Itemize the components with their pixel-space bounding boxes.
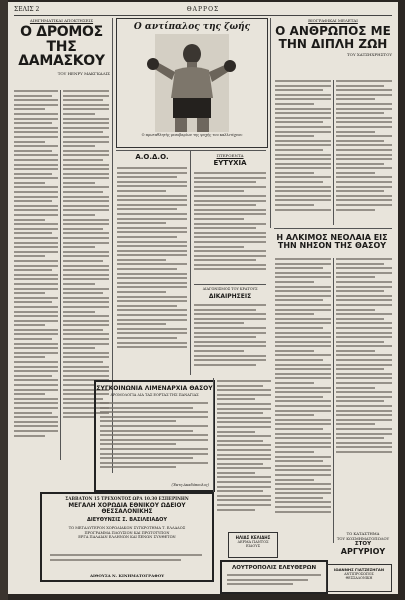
bath-ad-title: ΛΟΥΤΡΟΠΟΛΙΣ ΕΛΕΥΘΕΡΩΝ xyxy=(231,565,317,571)
column-rule xyxy=(190,150,191,375)
notice-column xyxy=(194,304,266,374)
harbor-ad-schedule xyxy=(100,402,208,474)
harbor-ad-subtitle: ΔΡΟΜΟΛΟΓΙΑ ΔΙΑ ΤΑΣ ΕΟΡΤΑΣ ΤΗΣ ΠΑΝΑΓΙΑΣ xyxy=(110,393,199,397)
concert-conductor: ΔΙΕΥΘΥΝΣΙΣ Σ. ΒΑΣΙΛΕΙΑΔΟΥ xyxy=(86,517,168,524)
harbor-ad-title: ΣΥΓΚΟΙΝΩΝΙΑ ΛΙΜΕΝΑΡΧΙΑ ΘΑΣΟΥ xyxy=(96,385,213,392)
middle-right-title: ΕΥΤΥΧΙΑ xyxy=(213,159,247,167)
notice-title: ΔΙΚΑΙΡΗΣΕΙΣ xyxy=(208,293,252,300)
name-ad xyxy=(326,564,392,592)
scan-edge-right xyxy=(398,0,405,600)
harbor-ad xyxy=(94,380,215,492)
small-ad-line-2: ΕΙΔΟΥΣ xyxy=(245,544,261,549)
concert-line-2: ΠΡΟΓΡΑΜΜΑ ΠΛΟΥΣΙΟΝ ΚΑΙ ΠΡΩΤΟΤΥΠΟΝ xyxy=(84,530,170,535)
photo-feature xyxy=(116,18,268,148)
concert-line-1: ΤΟ ΜΕΓΑΛΥΤΕΡΟΝ ΧΟΡΩΔΙΑΚΟΝ ΣΥΓΚΡΟΤΗΜΑ Τ. ΕΛΛΑΔΟΣ xyxy=(68,526,186,531)
small-ad-title: ΗΛΙΑΣ ΚΕΛΙΔΗΣ xyxy=(235,535,271,540)
column-rule xyxy=(60,90,61,460)
bath-ad xyxy=(220,560,328,594)
small-ad-line-1: ΔΕΡΜΑ ΠΑΝΤΟΣ xyxy=(237,540,269,544)
jeweler-ad xyxy=(334,532,392,562)
left-article-title: Ο ΔΡΟΜΟΣ ΤΗΣ ΔΑΜΑΣΚΟΥ xyxy=(18,24,105,70)
name-ad-name: ΙΩΑΝΝΗΣ ΓΙΑΤΖΕΣΗΓΑΝ xyxy=(333,567,385,572)
concert-ad xyxy=(40,492,214,582)
name-ad-line-2: ΘΕΣΣΑΛΟΝΙΚΗ xyxy=(345,576,373,581)
notice-kicker: ΔΙΑΓΩΝΙΣΜΟΣ ΤΟΥ ΚΡΑΤΟΥΣ xyxy=(202,287,258,291)
right-article-heading xyxy=(274,18,392,76)
middle-right-kicker: ΠΤΕΡΟΕΝΤΑ xyxy=(216,153,244,158)
left-article-heading xyxy=(13,18,110,86)
bath-ad-text xyxy=(227,574,321,588)
photo-feature-banner: Ο αντίπαλος της ζωής xyxy=(133,22,251,32)
paper-name: ΘΑΡΡΟΣ xyxy=(186,6,220,13)
column-rule xyxy=(333,80,334,225)
name-ad-line-1: ΑΝΤΙΠΡΟΣΩΠΟΣ xyxy=(344,572,374,576)
column-rule xyxy=(270,18,271,228)
harbor-ad-signature: (Έκτη Ακαδόπουλος) xyxy=(171,483,209,487)
page-number: ΣΕΛΙΣ 2 xyxy=(14,6,40,13)
scan-edge-left xyxy=(0,0,8,600)
middle-left-column xyxy=(117,167,187,367)
section-rule xyxy=(194,284,266,285)
concert-date: ΣΑΒΒΑΤΟΝ 15 ΤΡΕΧΟΝΤΟΣ ΩΡΑ 10.30 ΕΣΠΕΡΙΝΗΝ xyxy=(65,496,189,501)
jeweler-line-3: ΣΤΟΥ xyxy=(354,541,372,548)
jeweler-line-1: ΤΟ ΚΑΤΑΣΤΗΜΑ xyxy=(346,531,380,536)
page-header xyxy=(14,5,392,16)
island-article-title: Η ΑΛΚΙΜΟΣ ΝΕΟΛΑΙΑ ΕΙΣ ΤΗΝ ΝΗΣΟΝ ΤΗΣ ΘΑΣΟΥ xyxy=(276,233,388,251)
concert-line-3: ΕΡΓΑ ΠΑΛΑΙΑΝ ΕΛΛΗΝΩΝ ΚΑΙ ΞΕΝΩΝ ΣΥΝΘΕΤΩΝ xyxy=(78,535,176,540)
middle-right-column xyxy=(194,172,266,282)
jeweler-name: ΑΡΓΥΡΙΟΥ xyxy=(340,547,386,557)
right-article-column-1 xyxy=(275,80,331,225)
island-article-column-2 xyxy=(336,258,392,478)
left-article-byline: ΤΟΥ ΗΕΝΡΥ ΜΑΚΓΚΑΛΙΣ xyxy=(57,71,110,77)
island-article-column-1 xyxy=(275,258,331,543)
column-rule xyxy=(333,258,334,543)
left-article-kicker: ΔΙΗΓΗΜΑΤΙΚΑΙ ΑΠΟΚΤΗΣΕΙΣ xyxy=(29,18,94,23)
middle-lower-column xyxy=(217,380,271,528)
right-article-column-2 xyxy=(336,80,392,225)
section-rule xyxy=(274,228,392,229)
right-article-kicker: ΒΙΟΓΡΑΦΙΚΑΙ ΜΕΛΕΤΑΙ xyxy=(308,18,358,23)
section-rule xyxy=(116,150,266,151)
left-article-column-1 xyxy=(14,90,58,460)
right-article-byline: ΤΟΥ ΧΑΤΖΗΧΡΗΣΤΟΥ xyxy=(347,52,392,58)
concert-venue: ΑΙΘΟΥΣΑ Ν. ΚΙΝΗΜΑΤΟΓΡΑΦΟΥ xyxy=(89,573,165,578)
boxer-photo xyxy=(117,32,267,134)
jeweler-line-2: ΤΟΥ ΚΟΣΜΗΜΑΤΟΠΩΛΟΥ xyxy=(336,535,390,541)
concert-title: ΜΕΓΑΛΗ ΧΟΡΩΔΙΑ ΕΘΝΙΚΟΥ ΩΔΕΙΟΥ ΘΕΣΣΑΛΟΝΙΚΗΣ xyxy=(68,503,186,516)
newspaper-page xyxy=(8,2,398,594)
photo-caption: Ο πρωταθλητής μεσοβαρίων της ψυχής του καλλιτέχνου xyxy=(141,133,243,137)
small-ad xyxy=(228,532,278,558)
concert-details xyxy=(50,554,202,566)
middle-left-title: Α.Ο.Δ.Ο. xyxy=(135,153,169,161)
right-article-title: Ο ΑΝΘΡΩΠΟΣ ΜΕ ΤΗΝ ΔΙΠΛΗ ΖΩΗ xyxy=(275,24,391,51)
